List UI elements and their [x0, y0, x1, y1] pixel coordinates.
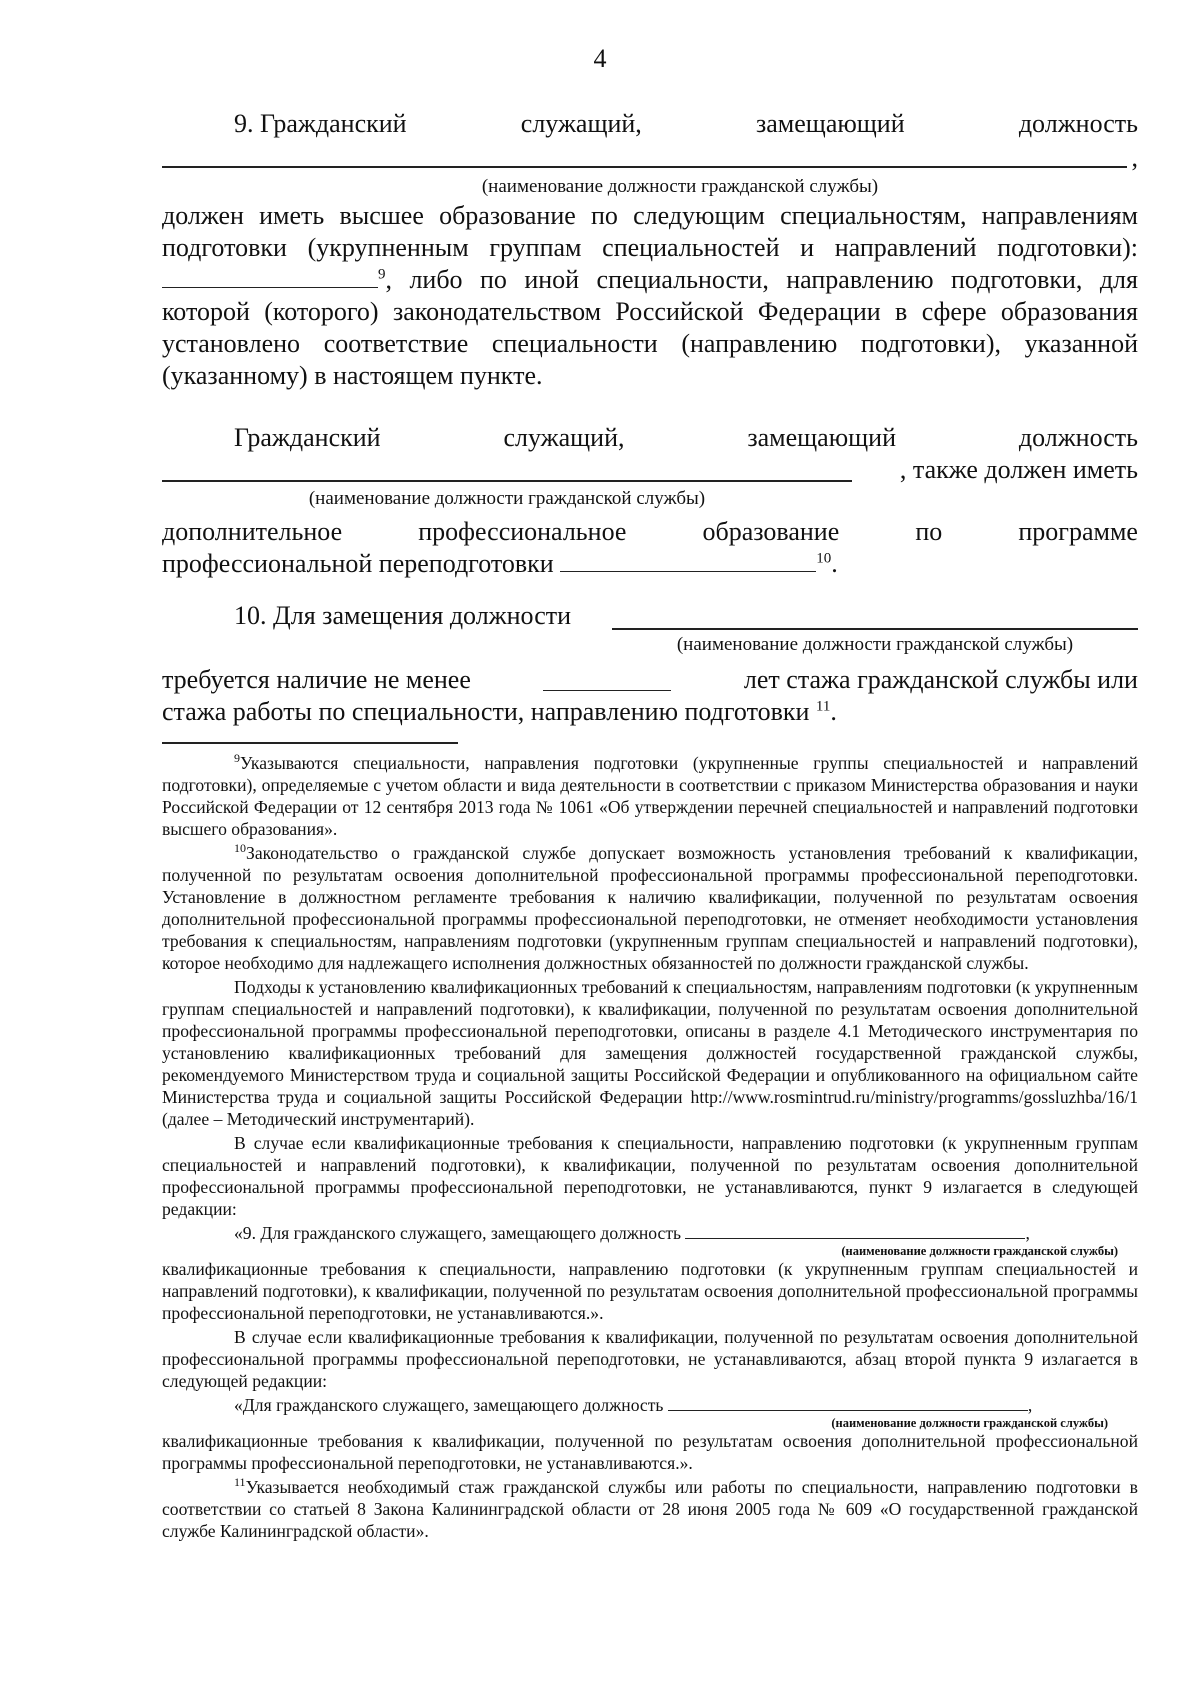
item-10-line3: стажа работы по специальности, направлению подготовки $^{11}$. — [162, 697, 837, 726]
footnote-ref-10: 10 — [816, 550, 832, 567]
quote-1-line: «9. Для гражданского служащего, замещающего должность , — [234, 1223, 1030, 1243]
item-9-para2-line4: профессиональной переподготовки $^{10}$. — [162, 549, 838, 578]
item-10-block — [162, 600, 1138, 728]
position-caption-2: (наименование должности гражданской службы) — [308, 488, 706, 509]
item-9-block — [162, 108, 1138, 580]
quote-2-continuation: квалификационные требования к квалификации, полученной по результатам освоения дополнительной профессиональной программы профессиональной переподготовки, не устанавливаются.». — [162, 1431, 1138, 1473]
item-9-para2-line3: дополнительное профессиональное образование по программе — [162, 517, 1138, 546]
item-9-para2-line1: Гражданский служащий, замещающий должность — [234, 423, 1138, 452]
footnote-case-1: В случае если квалификационные требования к специальности, направлению подготовки (к укрупненным группам специальностей и направлений подготовки), к квалификации, полученной по результатам освоения дополнительной профессиональной программы профессиональной переподготовки, не устанавливаются, пункт 9 излагается в следующей редакции: — [162, 1133, 1138, 1219]
footnote-case-2: В случае если квалификационные требования к квалификации, полученной по результатам освоения дополнительной профессиональной программы профессиональной переподготовки, не устанавливаются, абзац второй пункта 9 излагается в следующей редакции: — [162, 1327, 1138, 1391]
position-blank-line: , — [162, 140, 1138, 174]
footnote-11: $^{11}$Указывается необходимый стаж гражданской службы или работы по специальности, направлению подготовки в соответствии со статьей 8 Закона Калининградской области от 28 июня 2005 года № 609 «О государственной гражданской службе Калининградской области». — [162, 1475, 1138, 1541]
item-9-paragraph: должен иметь высшее образование по следующим специальностям, направлениям подготовки (укрупненным группам специальностей и направлений подготовки): $^9$, либо по иной специальности, направлению подготовки, для которой (которого) законодательством Российской Федерации в сфере образования установлено соответствие специальности (направлению подготовки), указанной (указанному) в настоящем пункте. — [162, 201, 1138, 390]
footnote-separator — [162, 742, 458, 744]
item-9-line1: 9. Гражданский служащий, замещающий должность — [234, 109, 1138, 138]
footnote-ref-11: 11 — [815, 698, 831, 715]
item-10-caption: (наименование должности гражданской службы) — [676, 634, 1074, 655]
footnotes — [162, 752, 1138, 1544]
position-caption: (наименование должности гражданской службы) — [481, 176, 879, 197]
footnote-9: $^9$Указываются специальности, направления подготовки (укрупненные группы специальностей и направлений подготовки), определяемые с учетом области и вида деятельности в соответствии с приказом Министерства образования и науки Российской Федерации от 12 сентября 2013 года № 1061 «Об утверждении перечней специальностей и направлений подготовки высшего образования». — [162, 751, 1138, 839]
item-10-line2: требуется наличие не менее лет стажа гражданской службы или — [162, 665, 1138, 694]
quote-1-caption: (наименование должности гражданской службы) — [841, 1244, 1118, 1258]
quote-1-continuation: квалификационные требования к специальности, направлению подготовки (к укрупненным группам специальностей и направлений подготовки), к квалификации, полученной по результатам освоения дополнительной профессиональной программы профессиональной переподготовки, не устанавливаются.». — [162, 1259, 1138, 1323]
quote-2-line: «Для гражданского служащего, замещающего должность , — [234, 1395, 1033, 1415]
page-number: 4 — [593, 44, 607, 73]
item-10-line1: 10. Для замещения должности — [162, 600, 1138, 632]
footnote-approaches: Подходы к установлению квалификационных требований к специальностям, направлениям подготовки (к укрупненным группам специальностей и направлений подготовки), к квалификации, полученной по результатам освоения дополнительной профессиональной программы профессиональной переподготовки, описаны в разделе 4.1 Методического инструментария по установлению квалификационных требований для замещения должностей государственной гражданской службы, рекомендуемого Министерством труда и социальной защиты Российской Федерации и опубликованного на официальном сайте Министерства труда и социальной защиты Российской Федерации http://www.rosmintrud.ru/ministry/programms/gossluzhba/16/1 (далее – Методический инструментарий). — [162, 977, 1138, 1129]
quote-2-caption: (наименование должности гражданской службы) — [831, 1416, 1108, 1430]
footnote-ref-9: 9 — [378, 266, 386, 283]
footnote-10: $^{10}$Законодательство о гражданской службе допускает возможность установления требований к квалификации, полученной по результатам освоения дополнительной профессиональной программы профессиональной переподготовки. Установление в должностном регламенте требования к наличию квалификации, полученной по результатам освоения дополнительной профессиональной программы профессиональной переподготовки, не отменяет необходимости установления требования к специальностям, направлениям подготовки (укрупненным группам специальностей и направлений подготовки), которое необходимо для надлежащего исполнения должностных обязанностей по должности гражданской службы. — [162, 841, 1138, 973]
item-9-para2-line2: , также должен иметь — [162, 454, 1138, 486]
